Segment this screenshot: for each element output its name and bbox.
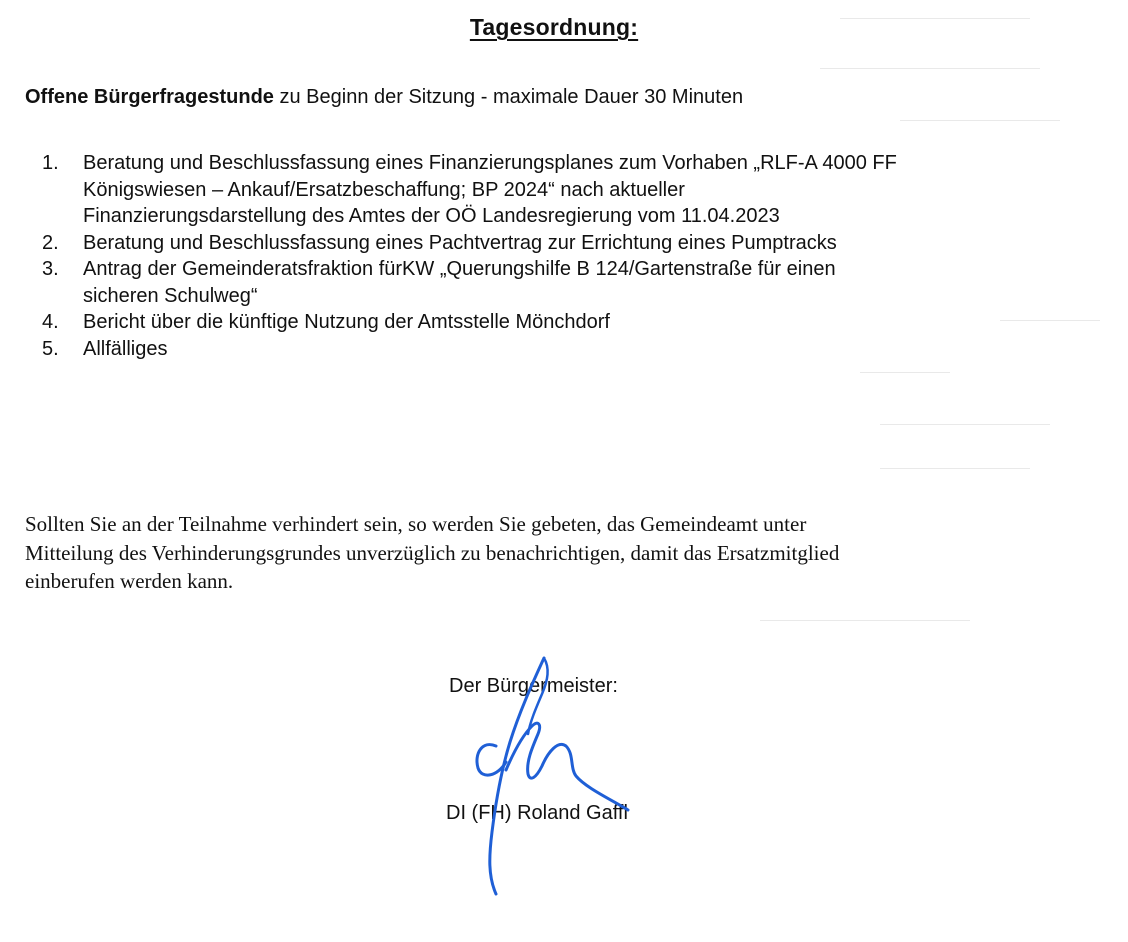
- intro-bold: Offene Bürgerfragestunde: [25, 86, 274, 108]
- intro-rest: zu Beginn der Sitzung - maximale Dauer 30 Minuten: [273, 86, 744, 108]
- notice-line: Mitteilung des Verhinderungsgrundes unverzüglich zu benachrichtigen, damit das Ersatzmitglied: [25, 540, 840, 565]
- notice-line: Sollten Sie an der Teilnahme verhindert sein, so werden Sie gebeten, das Gemeindeamt unter: [25, 512, 807, 536]
- page-title: Tagesordnung:: [469, 14, 639, 40]
- show-through-line: [860, 372, 950, 373]
- agenda-item: [42, 150, 1102, 230]
- agenda-item: [42, 336, 1102, 363]
- show-through-line: [880, 468, 1030, 469]
- show-through-line: [820, 68, 1040, 69]
- show-through-line: [900, 120, 1060, 121]
- notice-paragraph: [25, 510, 1105, 596]
- agenda-number: 4.: [42, 311, 59, 333]
- signature-stroke: [506, 723, 628, 810]
- agenda-line: Beratung und Beschlussfassung eines Pachtvertrag zur Errichtung eines Pumptracks: [83, 231, 837, 254]
- agenda-item: [42, 256, 1102, 309]
- agenda-line: Königswiesen – Ankauf/Ersatzbeschaffung; BP 2024“ nach aktueller: [83, 178, 685, 201]
- agenda-item: [42, 230, 1102, 257]
- agenda-number: 1.: [42, 152, 59, 174]
- show-through-line: [760, 620, 970, 621]
- signatory-name: DI (FH) Roland Gaffl: [446, 802, 628, 824]
- notice-line: einberufen werden kann.: [25, 569, 234, 593]
- agenda-line: Antrag der Gemeinderatsfraktion fürKW „Querungshilfe B 124/Gartenstraße für einen: [83, 258, 836, 280]
- agenda-number: 2.: [42, 231, 59, 254]
- signatory-title: Der Bürgermeister:: [449, 675, 618, 697]
- agenda-line: Beratung und Beschlussfassung eines Finanzierungsplanes zum Vorhaben „RLF-A 4000 FF: [83, 152, 897, 174]
- intro-line: [25, 86, 743, 109]
- agenda-number: 3.: [42, 258, 59, 280]
- agenda-line: Bericht über die künftige Nutzung der Amtsstelle Mönchdorf: [83, 311, 610, 333]
- show-through-line: [880, 424, 1050, 425]
- agenda-list: [42, 150, 1102, 362]
- agenda-line: sicheren Schulweg“: [83, 284, 258, 307]
- agenda-number: 5.: [42, 337, 59, 360]
- handwritten-signature: [462, 650, 632, 900]
- agenda-line: Finanzierungsdarstellung des Amtes der OÖ Landesregierung vom 11.04.2023: [83, 205, 780, 227]
- agenda-line: Allfälliges: [83, 337, 168, 360]
- agenda-item: [42, 309, 1102, 336]
